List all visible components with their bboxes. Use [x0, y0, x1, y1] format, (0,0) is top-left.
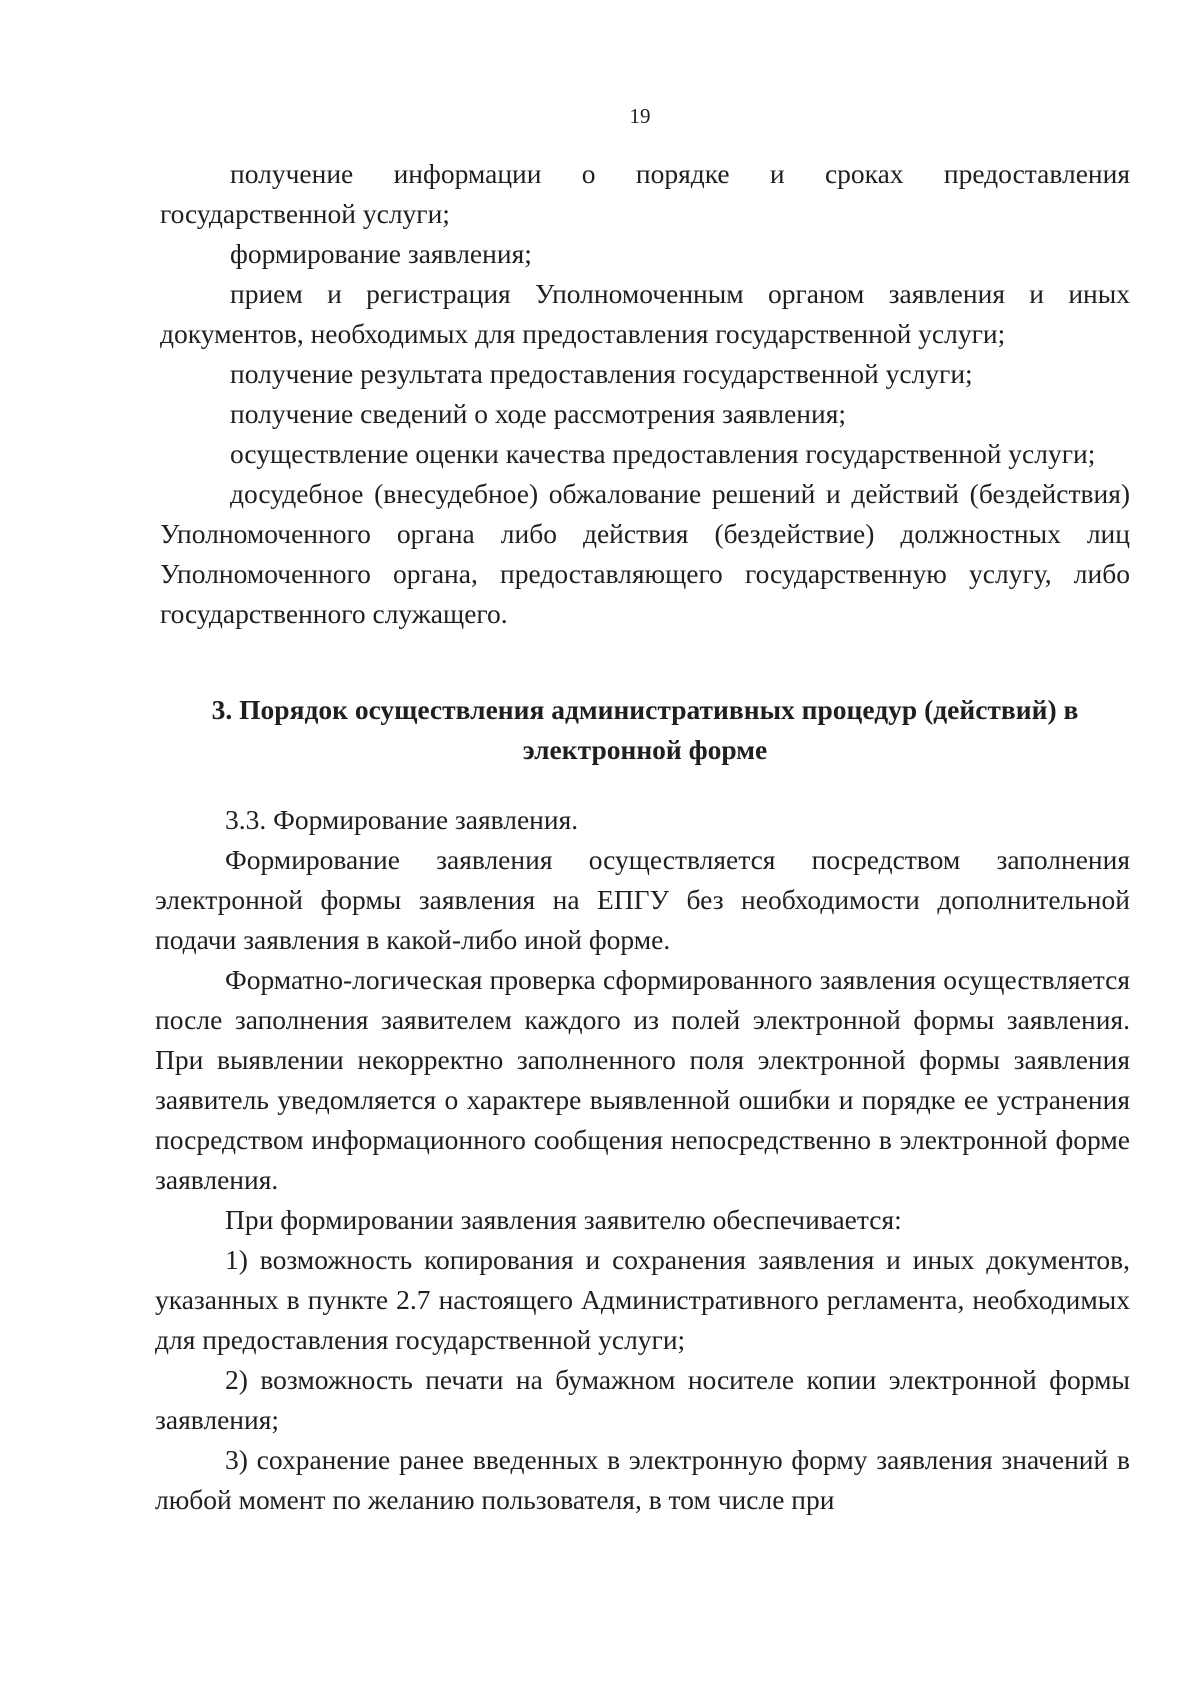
numbered-item: 2) возможность печати на бумажном носителе копии электронной формы заявления;	[155, 1364, 1130, 1435]
section-heading	[185, 690, 1105, 770]
section-body	[155, 800, 1130, 1520]
section-heading-line: электронной форме	[522, 734, 768, 765]
subsection-title: 3.3. Формирование заявления.	[225, 804, 579, 835]
numbered-item: 1) возможность копирования и сохранения заявления и иных документов, указанных в пункте 2.7 настоящего Административного регламента, необходимых для предоставления государственной услуги;	[155, 1244, 1130, 1355]
numbered-item: 3) сохранение ранее введенных в электронную форму заявления значений в любой момент по желанию пользователя, в том числе при	[155, 1444, 1130, 1515]
body-paragraph: Формирование заявления осуществляется посредством заполнения электронной формы заявления на ЕПГУ без необходимости дополнительной подачи заявления в какой-либо иной форме.	[155, 844, 1130, 955]
list-item: формирование заявления;	[230, 238, 532, 269]
list-item: прием и регистрация Уполномоченным органом заявления и иных документов, необходимых для предоставления государственной услуги;	[160, 278, 1130, 349]
section-heading-line: 3. Порядок осуществления административных процедур (действий) в	[211, 694, 1079, 725]
page-number: 19	[629, 104, 651, 128]
list-item: досудебное (внесудебное) обжалование решений и действий (бездействия) Уполномоченного органа либо действия (бездействие) должностных лиц Уполномоченного органа, предоставляющего государственную услугу, либо государственного служащего.	[160, 478, 1130, 629]
body-paragraph: Форматно-логическая проверка сформированного заявления осуществляется после заполнения заявителем каждого из полей электронной формы заявления. При выявлении некорректно заполненного поля электронной формы заявления заявитель уведомляется о характере выявленной ошибки и порядке ее устранения посредством информационного сообщения непосредственно в электронной форме заявления.	[155, 964, 1130, 1195]
list-item: получение сведений о ходе рассмотрения заявления;	[230, 398, 846, 429]
list-item: получение результата предоставления государственной услуги;	[230, 358, 973, 389]
services-list	[160, 154, 1130, 634]
list-item: осуществление оценки качества предоставления государственной услуги;	[230, 438, 1096, 469]
body-paragraph: При формировании заявления заявителю обеспечивается:	[225, 1204, 902, 1235]
list-item: получение информации о порядке и сроках предоставления государственной услуги;	[160, 158, 1130, 229]
